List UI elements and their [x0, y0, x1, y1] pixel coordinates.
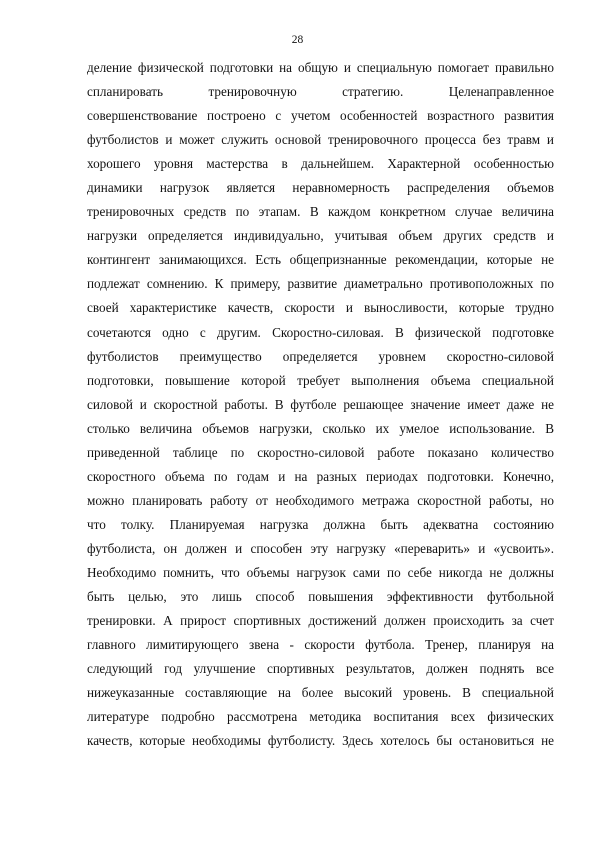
- text-line: совершенствование построено с учетом особенностей возрастного развития: [87, 108, 554, 124]
- text-line: деление физической подготовки на общую и специальную помогает правильно: [87, 60, 554, 75]
- text-line: что толку. Планируемая нагрузка должна быть адекватна состоянию: [87, 516, 554, 532]
- text-line: быть целью, это лишь способ повышения эффективности футбольной: [87, 589, 554, 605]
- text-line: футболиста, он должен и способен эту нагрузку «переварить» и «усвоить».: [87, 540, 554, 556]
- text-line: нижеуказанные составляющие на более высокий уровень. В специальной: [87, 685, 554, 701]
- text-line: силовой и скоростной работы. В футболе решающее значение имеет даже не: [87, 396, 554, 412]
- text-line: динамики нагрузок является неравномерность распределения объемов: [87, 180, 554, 196]
- text-line: тренировочных средств по этапам. В каждом конкретном случае величина: [87, 204, 554, 220]
- body-text: [87, 56, 554, 753]
- text-line: тренировки. А прирост спортивных достижений должен происходить за счет: [87, 613, 554, 629]
- text-line: литературе подробно рассмотрена методика воспитания всех физических: [87, 709, 554, 725]
- text-line: качеств, которые необходимы футболисту. Здесь хотелось бы остановиться не: [87, 733, 554, 749]
- text-line: футболистов преимущество определяется уровнем скоростно-силовой: [87, 348, 554, 364]
- text-line: скоростного объема по годам и на разных периодах подготовки. Конечно,: [87, 468, 554, 484]
- text-line: хорошего уровня мастерства в дальнейшем. Характерной особенностью: [87, 156, 554, 172]
- text-line: следующий год улучшение спортивных результатов, должен поднять все: [87, 661, 554, 677]
- text-line: можно планировать работу от необходимого метража скоростной работы, но: [87, 492, 554, 508]
- text-line: приведенной таблице по скоростно-силовой работе показано количество: [87, 444, 554, 460]
- text-line: контингент занимающихся. Есть общепризнанные рекомендации, которые не: [87, 252, 554, 268]
- page-number: 28: [291, 34, 304, 46]
- text-line: подготовки, повышение которой требует выполнения объема специальной: [87, 372, 554, 388]
- text-line: своей характеристике качеств, скорости и выносливости, которые трудно: [87, 300, 554, 316]
- text-line: подлежат сомнению. К примеру, развитие диаметрально противоположных по: [87, 276, 554, 292]
- text-line: главного лимитирующего звена - скорости футбола. Тренер, планируя на: [87, 637, 554, 653]
- text-line: нагрузки определяется индивидуально, учитывая объем других средств и: [87, 228, 554, 244]
- text-line: спланировать тренировочную стратегию. Целенаправленное: [87, 84, 554, 100]
- text-line: сочетаются одно с другим. Скоростно-силовая. В физической подготовке: [87, 324, 554, 340]
- text-line: столько величина объемов нагрузки, сколько их умелое использование. В: [87, 420, 554, 436]
- text-line: футболистов и может служить основой тренировочного процесса без травм и: [87, 132, 554, 148]
- text-line: Необходимо помнить, что объемы нагрузок сами по себе никогда не должны: [87, 564, 554, 580]
